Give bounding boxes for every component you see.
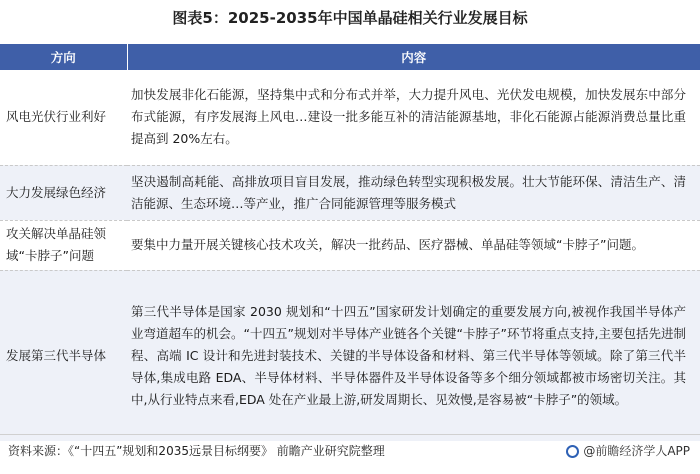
source-note: 资料来源：《“十四五”规划和2035远景目标纲要》 前瞻产业研究院整理 <box>8 444 385 458</box>
row-content: 第三代半导体是国家 2030 规划和“十四五”国家研发计划确定的重要发展方向,被视作我国半导体产业弯道超车的机会。“十四五”规划对半导体产业链各个关键“卡脖子”环节将重点支持,主要包括先进制程、高端 IC 设计和先进封装技术、关键的半导体设备和材料、第三代半导体等领域。除了第三代半导体,集成电路 EDA、半导体材料、半导体器件及半导体设备等多个细分领域都被市场密切关注。其中,从行业特点来看,EDA 处在产业最上游,研发周期长、见效慢,是容易被“卡脖子”的领域。 <box>127 270 700 441</box>
policy-table <box>0 44 700 441</box>
footer-divider <box>0 434 700 435</box>
chart-title: 图表5：2025-2035年中国单晶硅相关行业发展目标 <box>172 9 528 27</box>
brand-logo-icon <box>566 445 579 458</box>
row-direction: 风电光伏行业利好 <box>6 109 107 125</box>
row-content: 要集中力量开展关键核心技术攻关，解决一批药品、医疗器械、单晶硅等领域“卡脖子”问题。 <box>127 220 700 270</box>
header-direction: 方向 <box>0 44 127 70</box>
brand-label <box>566 442 690 460</box>
table-row <box>0 270 700 441</box>
table-row <box>0 220 700 270</box>
table-row <box>0 70 700 165</box>
row-direction: 发展第三代半导体 <box>0 270 127 441</box>
header-content: 内容 <box>127 44 700 70</box>
table-header-row <box>0 44 700 70</box>
table-row <box>0 165 700 220</box>
row-direction: 大力发展绿色经济 <box>0 165 127 220</box>
row-content: 加快发展非化石能源，坚持集中式和分布式并举，大力提升风电、光伏发电规模，加快发展东中部分布式能源，有序发展海上风电…建设一批多能互补的清洁能源基地，非化石能源占能源消费总量比重提高到 20%左右。 <box>131 87 686 147</box>
row-content: 坚决遏制高耗能、高排放项目盲目发展，推动绿色转型实现积极发展。壮大节能环保、清洁生产、清洁能源、生态环境…等产业，推广合同能源管理等服务模式 <box>127 165 700 220</box>
brand-text: @前瞻经济学人APP <box>583 444 690 458</box>
row-direction: 攻关解决单晶硅领域“卡脖子”问题 <box>0 220 127 270</box>
